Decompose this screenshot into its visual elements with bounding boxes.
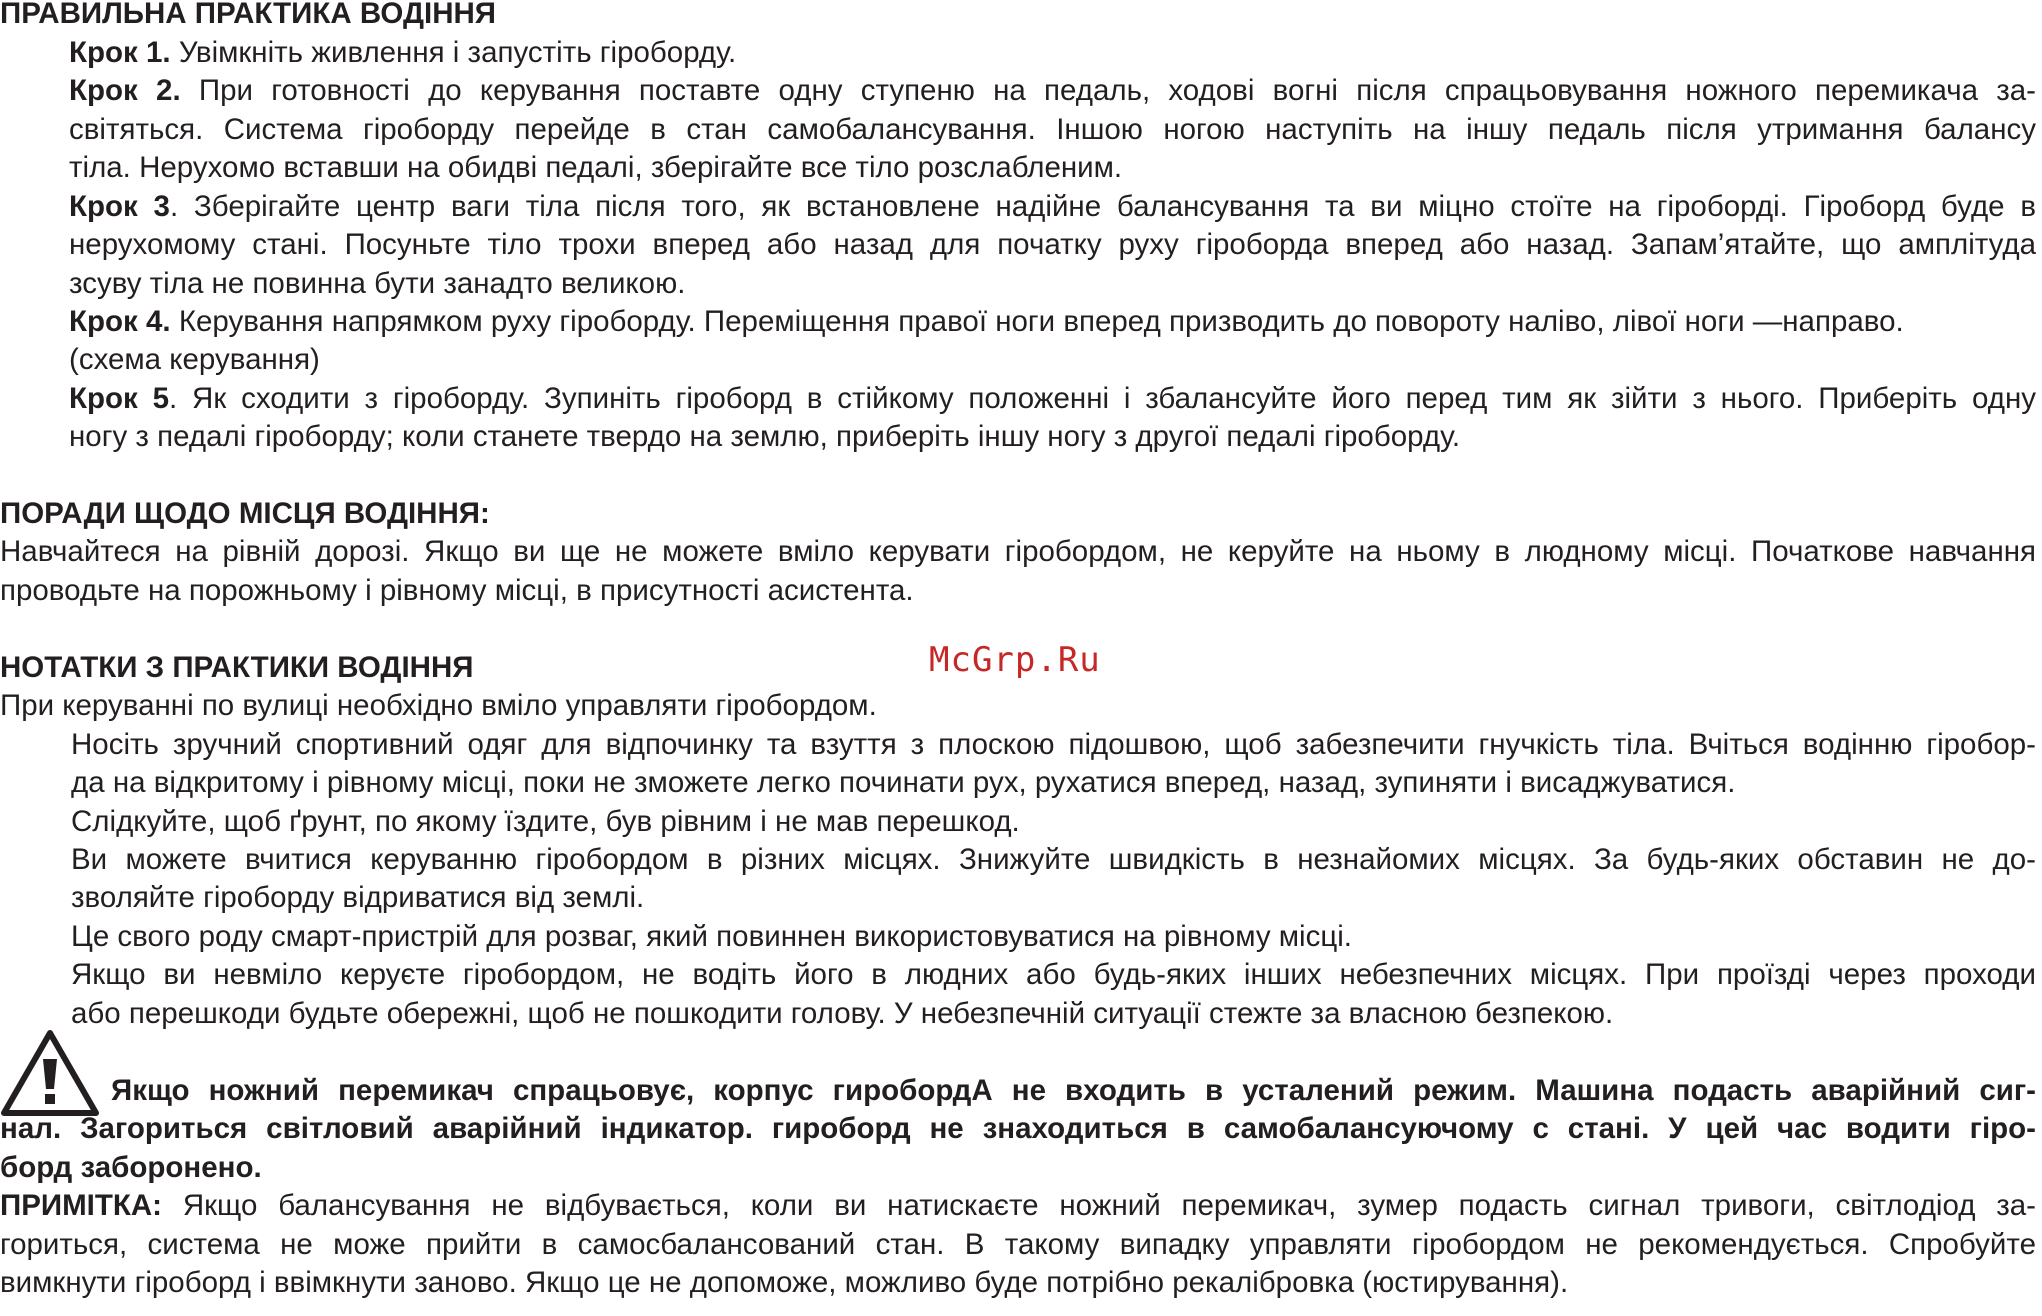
step-label: Крок 2. [69,74,181,107]
note-item-3-line-2: зволяйте гіроборду відриватися від землі. [71,881,645,914]
warning-line-2: нал. Загориться світловий аварійний індикатор. гироборд не знаходиться в самобалансуючому с стані. У цей час водити гіро- [0,1112,2036,1145]
location-tips-line-1: Навчайтеся на рівній дорозі. Якщо ви ще не можете вміло керувати гіробордом, не керуйте на ньому в людному місці. Початкове навчання [0,535,2036,568]
step-label: Крок 5 [69,382,170,415]
step-2 [69,72,2036,110]
step-label: Крок 4. [69,305,171,338]
note-line-1 [0,1187,2036,1225]
note-line-2: гориться, система не може прийти в самосбалансований стан. В такому випадку управляти гіробордом не рекомендується. Спробуйте [0,1228,2036,1261]
warning-line-3: борд заборонено. [0,1151,262,1184]
note-line-3: вимкнути гіроборд і ввімкнути заново. Якщо це не допоможе, можливо буде потрібно рекалібровка (юстирування). [0,1266,1569,1299]
step-4-line-2: (схема керування) [69,343,320,376]
step-text: Увімкніть живлення і запустіть гіроборду. [178,36,737,69]
step-text: . Як сходити з гіроборду. Зупиніть гіроборд в стійкому положенні і збалансуйте його перед тим як зійти з нього. Приберіть одну [169,382,2036,415]
note-item-1: Носіть зручний спортивний одяг для відпочинку та взуття з плоскою підошвою, щоб забезпечити гнучкість тіла. Вчіться водінню гіробор- [71,728,2036,761]
step-3 [69,188,2036,226]
warning-line-1: Якщо ножний перемикач спрацьовує, корпус гиробордА не входить в усталений режим. Машина подасть аварійний сиг- [111,1074,2036,1107]
step-2-line-2: світяться. Система гіроборду перейде в стан самобалансування. Іншою ногою наступіть на іншу педаль після утримання балансу [69,113,2036,146]
step-label: Крок 1. [69,36,171,69]
note-text: Якщо балансування не відбувається, коли ви натискаєте ножний перемикач, зумер подасть сигнал тривоги, світлодіод за- [182,1189,2036,1222]
section-heading-driving-practice: ПРАВИЛЬНА ПРАКТИКА ВОДІННЯ [0,0,497,30]
step-text: . Зберігайте центр ваги тіла після того, як встановлене надійне балансування та ви міцно стоїте на гіроборді. Гіроборд буде в [169,190,2036,223]
note-item-1-line-2: да на відкритому і рівному місці, поки не зможете легко починати рух, рухатися вперед, назад, зупиняти і висаджуватися. [71,766,1736,799]
note-item-4: Це свого роду смарт-пристрій для розваг, який повиннен використовуватися на рівному місці. [71,920,1353,953]
step-4 [69,303,1904,341]
step-2-line-3: тіла. Нерухомо вставши на обидві педалі, зберігайте все тіло розслабленим. [69,151,1123,184]
step-3-line-3: зсуву тіла не повинна бути занадто великою. [69,267,686,300]
step-label: Крок 3 [69,190,170,223]
practice-notes-intro: При керуванні по вулиці необхідно вміло управляти гіробордом. [0,689,877,722]
step-5 [69,380,2036,418]
step-text: Керування напрямком руху гіроборду. Переміщення правої ноги вперед призводить до повороту наліво, лівої ноги —направо. [178,305,1904,338]
section-heading-practice-notes: НОТАТКИ З ПРАКТИКИ ВОДІННЯ [0,651,474,684]
step-3-line-2: нерухомому стані. Посуньте тіло трохи вперед або назад для початку руху гіроборда вперед або назад. Запам’ятайте, що амплітуда [69,228,2036,261]
note-item-3: Ви можете вчитися керуванню гіробордом в різних місцях. Знижуйте швидкість в незнайомих місцях. За будь-яких обставин не до- [71,843,2036,876]
step-text: При готовності до керування поставте одну ступеню на педаль, ходові вогні після спрацьовування ножного перемикача за- [198,74,2037,107]
step-5-line-2: ногу з педалі гіроборду; коли станете твердо на землю, приберіть іншу ногу з другої педалі гіроборду. [69,420,1461,453]
location-tips-line-2: проводьте на порожньому і рівному місці, в присутності асистента. [0,574,914,607]
note-item-5: Якщо ви невміло керуєте гіробордом, не водіть його в людних або будь-яких інших небезпечних місцях. При проїзді через проходи [71,958,2036,991]
section-heading-location-tips: ПОРАДИ ЩОДО МІСЦЯ ВОДІННЯ: [0,497,490,530]
note-label: ПРИМІТКА: [0,1189,163,1222]
note-item-2: Слідкуйте, щоб ґрунт, по якому їздите, був рівним і не мав перешкод. [71,805,1020,838]
warning-triangle-icon [0,1029,100,1117]
step-1 [69,34,736,72]
watermark-text: McGrp.Ru [929,640,1101,680]
note-item-5-line-2: або перешкоди будьте обережні, щоб не пошкодити голову. У небезпечній ситуації стежте за власною безпекою. [71,997,1614,1030]
